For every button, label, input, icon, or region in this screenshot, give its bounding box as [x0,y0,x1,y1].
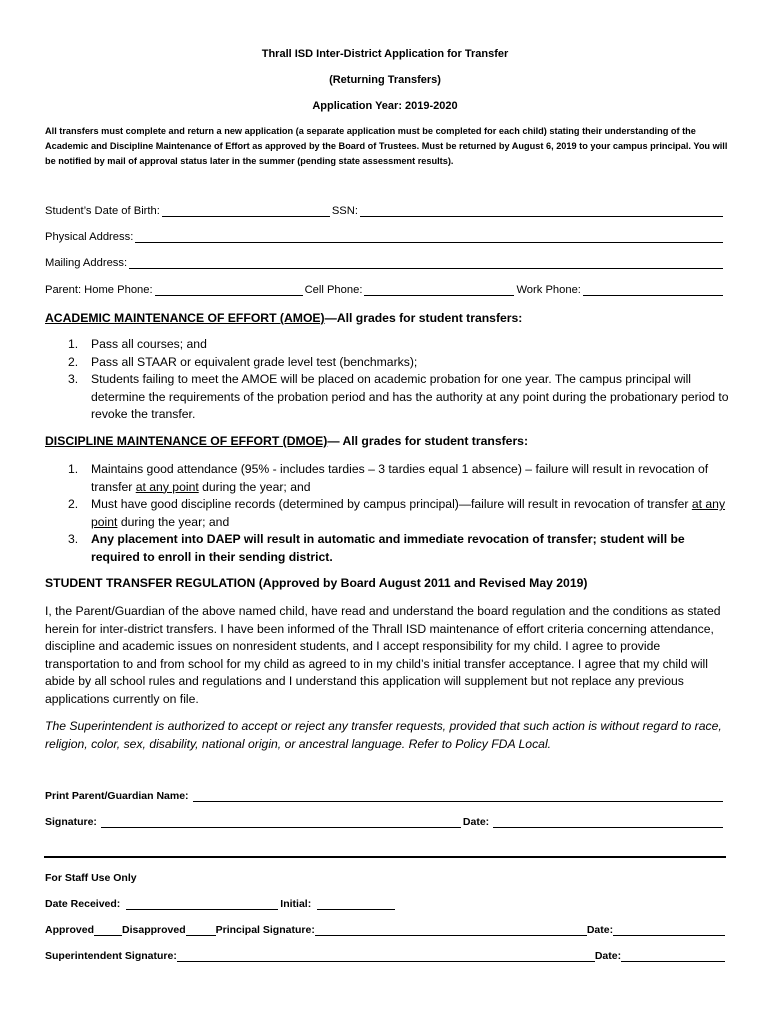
dmoe-heading-underlined: DISCIPLINE MAINTENANCE OF EFFORT (DMOE) [45,434,328,448]
list-text-part: Maintains good attendance (95% - includes tardies – 3 tardies equal 1 absence) – failure will result in revocation of transfer [91,462,709,494]
list-number: 3. [68,532,79,546]
list-text: Pass all courses; and [91,337,207,351]
application-year: Application Year: 2019-2020 [312,100,458,112]
list-number: 3. [68,372,79,386]
signature-row [45,816,725,828]
superintendent-date-label: Date: [594,950,622,962]
date-received-row [45,898,725,910]
form-title: Thrall ISD Inter-District Application for Transfer [261,48,509,60]
amoe-heading-rest: —All grades for student transfers: [324,311,523,325]
home-phone-field[interactable] [155,285,303,296]
print-name-label: Print Parent/Guardian Name: [45,790,189,802]
initial-label: Initial: [280,898,312,910]
list-number: 1. [68,337,79,351]
list-text [91,496,731,531]
signature-date-field[interactable] [493,817,723,828]
principal-signature-field[interactable] [315,925,587,936]
list-text: Students failing to meet the AMOE will be placed on academic probation for one year. The campus principal will determine the requirements of the probation period and has the authority at any point during the probationary period to revoke the transfer. [91,372,729,421]
ssn-label: SSN: [331,205,358,217]
cell-phone-label: Cell Phone: [304,284,363,296]
intro-instructions: All transfers must complete and return a new application (a separate application must be completed for each child) stating their understanding of the Academic and Discipline Maintenance of Effort as approved by the Board of Trustees. Must be returned by August 6, 2019 to your campus principal. You will be notified by mail of approval status later in the summer (pending state assessment results). [45,126,728,166]
list-text-part: during the year; and [198,479,311,494]
principal-signature-label: Principal Signature: [215,924,315,936]
nondiscrimination-statement: The Superintendent is authorized to accept or reject any transfer requests, provided that such action is without regard to race, religion, color, sex, disability, national origin, or ancestral language. Refer to Policy FDA Local. [45,719,722,751]
dob-field[interactable] [162,206,330,217]
amoe-heading-underlined: ACADEMIC MAINTENANCE OF EFFORT (AMOE) [45,311,325,325]
physical-address-field[interactable] [135,232,723,243]
dmoe-heading-rest: — All grades for student transfers: [327,434,529,448]
phone-row [45,284,725,296]
cell-phone-field[interactable] [364,285,514,296]
list-text-part: Must have good discipline records (determined by campus principal)—failure will result in revocation of transfer [91,497,692,511]
date-received-field[interactable] [126,899,278,910]
disapproved-label: Disapproved [122,924,186,936]
print-name-row [45,790,725,802]
list-text: Pass all STAAR or equivalent grade level test (benchmarks); [91,355,418,369]
superintendent-date-field[interactable] [621,951,725,962]
list-text-underlined: at any point [91,497,726,529]
list-text: Any placement into DAEP will result in automatic and immediate revocation of transfer; student will be required to enroll in their sending district. [91,532,685,564]
superintendent-signature-label: Superintendent Signature: [45,950,177,962]
disapproved-field[interactable] [186,925,216,936]
approved-field[interactable] [94,925,122,936]
principal-date-label: Date: [586,924,614,936]
principal-date-field[interactable] [613,925,725,936]
ssn-field[interactable] [360,206,723,217]
form-subtitle: (Returning Transfers) [329,74,441,86]
list-number: 2. [68,497,79,511]
divider [44,856,726,858]
print-name-field[interactable] [193,791,723,802]
date-received-label: Date Received: [45,898,121,910]
home-phone-label: Parent: Home Phone: [45,284,153,296]
regulation-paragraph: I, the Parent/Guardian of the above named child, have read and understand the board regulation and the conditions as stated herein for inter-district transfers. I have been informed of the Thrall ISD maintenance of effort criteria concerning attendance, discipline and academic issues on nonresident students, and I accept responsibility for my child. I agree to provide transportation to and from school for my child as agreed to in my child’s initial transfer acceptance. I agree that my child will abide by all school rules and regulations and I understand this application will supplement but not replace any previous applications currently on file. [45,604,721,706]
approval-row [45,924,725,936]
work-phone-field[interactable] [583,285,723,296]
dmoe-heading [45,434,528,448]
work-phone-label: Work Phone: [516,284,581,296]
approved-label: Approved [45,924,95,936]
list-text-underlined: at any point [135,479,199,494]
dob-label: Student’s Date of Birth: [45,205,160,217]
dob-ssn-row [45,205,725,217]
physical-address-label: Physical Address: [45,231,134,243]
list-text [91,461,731,496]
signature-field[interactable] [101,817,461,828]
mailing-address-row [45,257,725,269]
amoe-heading [45,311,522,325]
physical-address-row [45,231,725,243]
signature-label: Signature: [45,816,97,828]
list-number: 2. [68,355,79,369]
date-label: Date: [462,816,490,828]
mailing-address-field[interactable] [129,258,723,269]
superintendent-row [45,950,725,962]
superintendent-signature-field[interactable] [177,951,595,962]
list-text-part: during the year; and [117,514,230,529]
regulation-heading: STUDENT TRANSFER REGULATION (Approved by Board August 2011 and Revised May 2019) [45,576,588,590]
staff-use-title: For Staff Use Only [45,872,137,884]
mailing-address-label: Mailing Address: [45,257,128,269]
list-number: 1. [68,462,79,476]
initial-field[interactable] [317,899,395,910]
